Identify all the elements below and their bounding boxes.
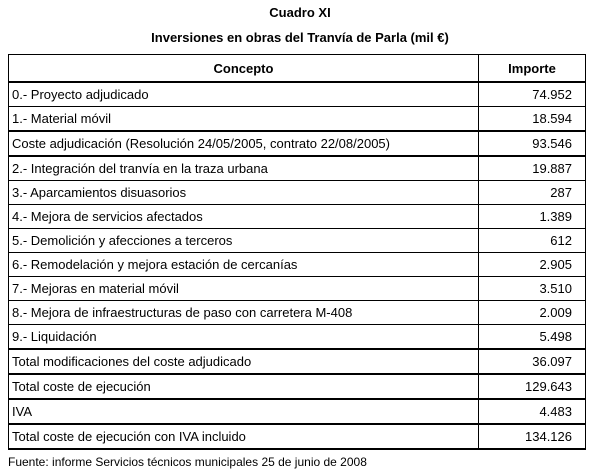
concepto-cell: 8.- Mejora de infraestructuras de paso con carretera M-408 <box>9 301 479 325</box>
importe-cell: 5.498 <box>479 325 586 350</box>
concepto-cell: 1.- Material móvil <box>9 107 479 132</box>
table-row <box>9 277 586 301</box>
table-row <box>9 107 586 132</box>
importe-cell: 129.643 <box>479 374 586 399</box>
table-row <box>9 301 586 325</box>
concepto-cell: 6.- Remodelación y mejora estación de cercanías <box>9 253 479 277</box>
page-subtitle: Inversiones en obras del Tranvía de Parla (mil €) <box>151 30 449 45</box>
concepto-cell: Total coste de ejecución con IVA incluido <box>9 424 479 449</box>
table-row <box>9 424 586 449</box>
importe-cell: 287 <box>479 181 586 205</box>
concepto-cell: 7.- Mejoras en material móvil <box>9 277 479 301</box>
importe-cell: 2.905 <box>479 253 586 277</box>
table-row <box>9 156 586 181</box>
investments-table <box>8 54 586 450</box>
concepto-cell: IVA <box>9 399 479 424</box>
importe-cell: 36.097 <box>479 349 586 374</box>
importe-cell: 612 <box>479 229 586 253</box>
concepto-cell: 0.- Proyecto adjudicado <box>9 82 479 107</box>
table-row <box>9 82 586 107</box>
concepto-cell: 2.- Integración del tranvía en la traza urbana <box>9 156 479 181</box>
importe-cell: 74.952 <box>479 82 586 107</box>
table-row <box>9 181 586 205</box>
table-row <box>9 131 586 156</box>
concepto-cell: 9.- Liquidación <box>9 325 479 350</box>
table-row <box>9 399 586 424</box>
importe-cell: 134.126 <box>479 424 586 449</box>
importe-cell: 18.594 <box>479 107 586 132</box>
concepto-cell: Coste adjudicación (Resolución 24/05/2005, contrato 22/08/2005) <box>9 131 479 156</box>
concepto-cell: 4.- Mejora de servicios afectados <box>9 205 479 229</box>
page-title: Cuadro XI <box>269 5 331 20</box>
table-row <box>9 325 586 350</box>
table-row <box>9 253 586 277</box>
importe-cell: 93.546 <box>479 131 586 156</box>
importe-cell: 2.009 <box>479 301 586 325</box>
concepto-cell: Total modificaciones del coste adjudicado <box>9 349 479 374</box>
importe-cell: 4.483 <box>479 399 586 424</box>
importe-cell: 19.887 <box>479 156 586 181</box>
table-header-row <box>9 55 586 83</box>
table-row <box>9 374 586 399</box>
importe-cell: 3.510 <box>479 277 586 301</box>
column-header-importe: Importe <box>479 55 586 83</box>
table-row <box>9 349 586 374</box>
importe-cell: 1.389 <box>479 205 586 229</box>
concepto-cell: 3.- Aparcamientos disuasorios <box>9 181 479 205</box>
table-row <box>9 205 586 229</box>
concepto-cell: Total coste de ejecución <box>9 374 479 399</box>
column-header-concepto: Concepto <box>9 55 479 83</box>
table-row <box>9 229 586 253</box>
concepto-cell: 5.- Demolición y afecciones a terceros <box>9 229 479 253</box>
source-note: Fuente: informe Servicios técnicos municipales 25 de junio de 2008 <box>8 455 367 469</box>
